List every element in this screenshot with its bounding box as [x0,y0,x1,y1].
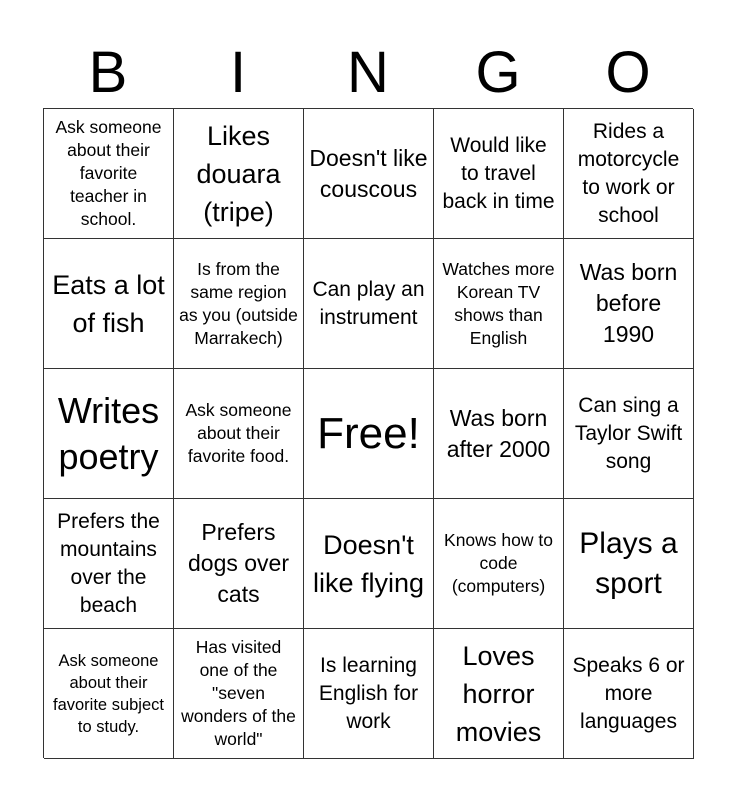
bingo-cell[interactable] [44,109,174,239]
bingo-cell[interactable] [174,239,304,369]
bingo-cell[interactable] [434,629,564,759]
bingo-cell[interactable] [564,369,694,499]
cell-text: Knows how to code (computers) [444,530,553,596]
bingo-cell[interactable] [434,369,564,499]
bingo-cell[interactable] [564,499,694,629]
bingo-cell[interactable] [434,499,564,629]
bingo-header [43,38,693,108]
cell-text: Likes douara (tripe) [196,120,281,227]
header-letter-n: N [347,40,389,105]
bingo-cell[interactable] [44,499,174,629]
bingo-cell[interactable] [304,109,434,239]
cell-text: Ask someone about their favorite subject to study. [53,651,164,736]
bingo-cell[interactable] [174,499,304,629]
header-letter-g: G [475,40,521,105]
cell-text: Watches more Korean TV shows than English [442,258,555,348]
cell-text: Is from the same region as you (outside Marrakech) [179,258,298,348]
cell-text: Writes poetry [57,389,160,477]
header-letter-b: B [88,40,128,105]
bingo-cell[interactable] [304,239,434,369]
cell-text: Doesn't like flying [312,529,425,598]
bingo-cell[interactable] [434,109,564,239]
bingo-cell[interactable] [174,109,304,239]
cell-text: Has visited one of the "seven wonders of the world" [181,637,296,749]
bingo-cell[interactable] [44,239,174,369]
cell-text: Was born before 1990 [579,259,678,347]
bingo-cell[interactable] [304,499,434,629]
header-letter-i: I [229,40,247,105]
bingo-cell-free[interactable] [304,369,434,499]
bingo-grid [43,108,693,758]
bingo-cell[interactable] [174,369,304,499]
bingo-cell[interactable] [44,629,174,759]
bingo-cell[interactable] [564,239,694,369]
cell-text: Ask someone about their favorite teacher in school. [55,117,162,229]
bingo-cell[interactable] [44,369,174,499]
cell-text: Can play an instrument [312,277,425,329]
cell-text: Loves horror movies [455,640,542,747]
cell-text: Can sing a Taylor Swift song [574,393,683,473]
header-letter-o: O [605,40,651,105]
cell-text: Eats a lot of fish [52,269,165,338]
cell-text: Is learning English for work [318,653,419,733]
bingo-cell[interactable] [564,629,694,759]
bingo-cell[interactable] [564,109,694,239]
bingo-cell[interactable] [434,239,564,369]
cell-text: Would like to travel back in time [442,133,555,213]
cell-text: Ask someone about their favorite food. [185,400,292,466]
bingo-cell[interactable] [304,629,434,759]
cell-text: Doesn't like couscous [309,144,428,202]
cell-text: Rides a motorcycle to work or school [577,119,680,227]
cell-text: Free! [317,408,420,458]
cell-text: Prefers dogs over cats [187,519,289,607]
cell-text: Prefers the mountains over the beach [57,509,160,617]
cell-text: Was born after 2000 [446,404,551,462]
cell-text: Plays a sport [579,526,678,600]
bingo-cell[interactable] [174,629,304,759]
cell-text: Speaks 6 or more languages [572,653,685,733]
